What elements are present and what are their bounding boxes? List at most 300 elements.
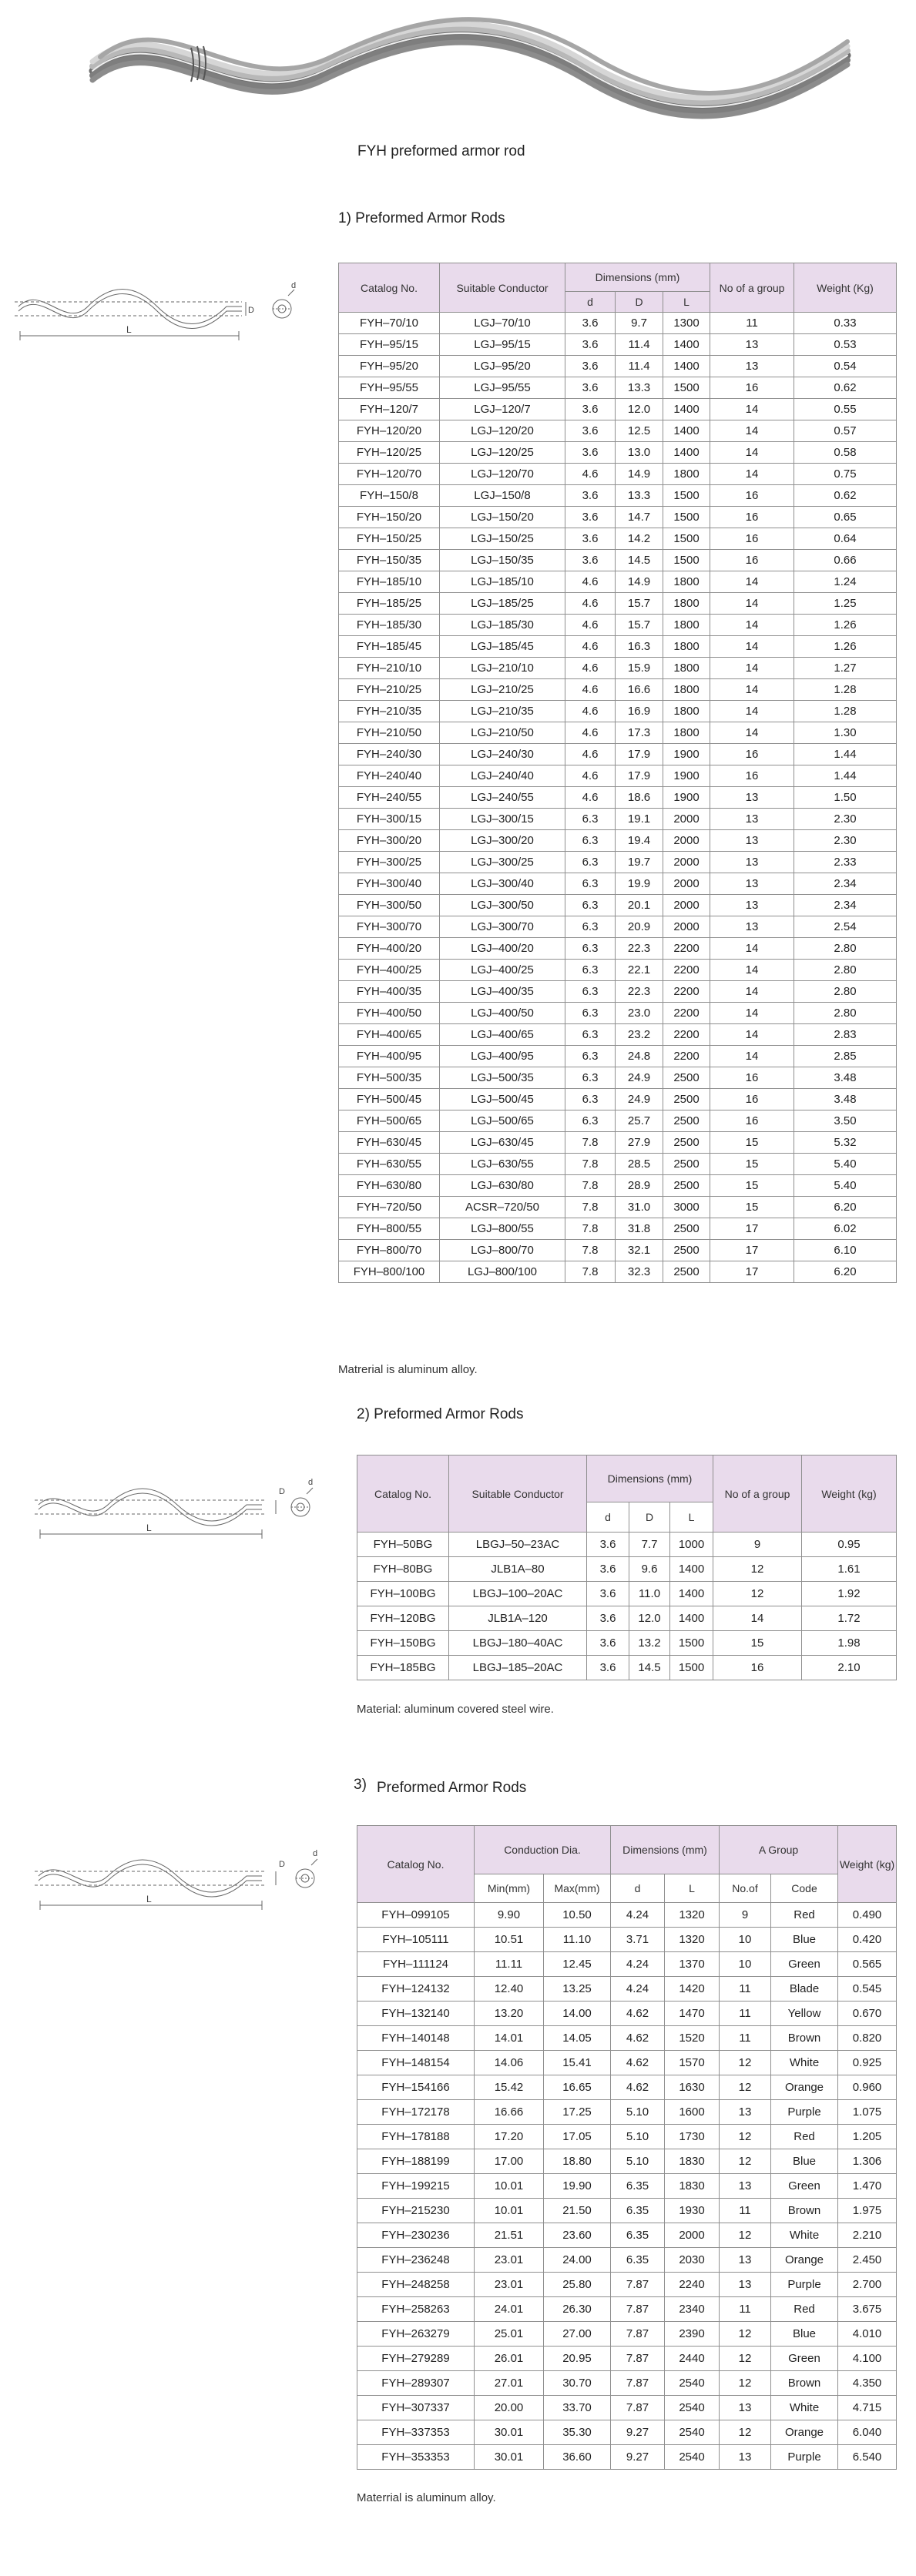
table-cell: 12 <box>720 2125 771 2149</box>
table-cell: 2000 <box>663 809 710 830</box>
table-cell: LGJ–400/50 <box>440 1003 565 1024</box>
table-row <box>339 1046 897 1067</box>
table-cell: 2000 <box>663 852 710 873</box>
table-cell: 30.01 <box>475 2445 544 2470</box>
table-row <box>357 1928 897 1952</box>
table-cell: 1630 <box>665 2075 720 2100</box>
table-cell: 6.35 <box>611 2199 665 2223</box>
table-cell: 6.20 <box>794 1197 897 1218</box>
table-cell: LGJ–800/70 <box>440 1240 565 1261</box>
table-cell: 1.28 <box>794 701 897 722</box>
table-cell: 1900 <box>663 765 710 787</box>
armor-rod-table-3 <box>357 1825 897 2470</box>
table-cell: 7.87 <box>611 2273 665 2297</box>
table-cell: 17.20 <box>475 2125 544 2149</box>
table-cell: 13 <box>720 2100 771 2125</box>
table-cell: 1.61 <box>802 1557 897 1582</box>
table-cell: FYH–50BG <box>357 1533 449 1557</box>
table-cell: LGJ–630/45 <box>440 1132 565 1154</box>
table-cell: 17.9 <box>616 744 663 765</box>
table-cell: 33.70 <box>544 2396 611 2420</box>
table-cell: Orange <box>771 2420 838 2445</box>
table-row <box>339 1240 897 1261</box>
table-cell: 0.55 <box>794 399 897 420</box>
table-cell: 1.98 <box>802 1631 897 1656</box>
table-cell: 5.40 <box>794 1175 897 1197</box>
header-min: Min(mm) <box>475 1874 544 1903</box>
table-cell: LBGJ–185–20AC <box>449 1656 587 1680</box>
table-cell: 10 <box>720 1928 771 1952</box>
table-cell: 0.565 <box>838 1952 897 1977</box>
table-row <box>357 2051 897 2075</box>
table-row <box>357 2199 897 2223</box>
table-cell: 12.5 <box>616 420 663 442</box>
table-cell: 15 <box>710 1154 794 1175</box>
table-cell: 5.10 <box>611 2149 665 2174</box>
table-cell: FYH–178188 <box>357 2125 475 2149</box>
table-cell: Purple <box>771 2273 838 2297</box>
table-cell: FYH–210/10 <box>339 658 440 679</box>
table-cell: 36.60 <box>544 2445 611 2470</box>
table-cell: 18.6 <box>616 787 663 809</box>
table-cell: FYH–720/50 <box>339 1197 440 1218</box>
table-cell: 1500 <box>670 1631 713 1656</box>
table-cell: FYH–800/70 <box>339 1240 440 1261</box>
table-cell: 1500 <box>663 550 710 571</box>
table-cell: 6.040 <box>838 2420 897 2445</box>
table-cell: FYH–236248 <box>357 2248 475 2273</box>
table-cell: 20.1 <box>616 895 663 916</box>
table-cell: 1.975 <box>838 2199 897 2223</box>
table-cell: 19.1 <box>616 809 663 830</box>
table-cell: 5.10 <box>611 2100 665 2125</box>
table-cell: LGJ–120/7 <box>440 399 565 420</box>
table-cell: FYH–279289 <box>357 2347 475 2371</box>
table-cell: 4.62 <box>611 2051 665 2075</box>
table-cell: 2.80 <box>794 1003 897 1024</box>
table-cell: 2500 <box>663 1175 710 1197</box>
table-cell: 3.6 <box>587 1582 629 1606</box>
table-cell: 9.90 <box>475 1903 544 1928</box>
table-row <box>339 938 897 960</box>
table-cell: 23.60 <box>544 2223 611 2248</box>
table-cell: 16.6 <box>616 679 663 701</box>
table-cell: FYH–300/70 <box>339 916 440 938</box>
table-cell: 7.8 <box>565 1218 616 1240</box>
table-cell: 22.1 <box>616 960 663 981</box>
table-cell: 16.3 <box>616 636 663 658</box>
table-cell: 2.450 <box>838 2248 897 2273</box>
table-cell: 2000 <box>665 2223 720 2248</box>
header-L: L <box>665 1874 720 1903</box>
table-cell: 28.5 <box>616 1154 663 1175</box>
table-row <box>339 507 897 528</box>
table-cell: 1400 <box>670 1557 713 1582</box>
table-cell: LGJ–95/15 <box>440 334 565 356</box>
table-cell: 4.715 <box>838 2396 897 2420</box>
table-row <box>339 679 897 701</box>
table-cell: 3.6 <box>587 1557 629 1582</box>
table-cell: FYH–240/30 <box>339 744 440 765</box>
table-cell: FYH–300/50 <box>339 895 440 916</box>
table-cell: 2.80 <box>794 938 897 960</box>
table-cell: 4.010 <box>838 2322 897 2347</box>
table-cell: 17.05 <box>544 2125 611 2149</box>
table-cell: 24.9 <box>616 1089 663 1110</box>
table-cell: 15 <box>710 1175 794 1197</box>
table-row <box>339 1218 897 1240</box>
table-cell: 6.35 <box>611 2174 665 2199</box>
table-cell: 11.0 <box>629 1582 670 1606</box>
table-cell: 0.62 <box>794 377 897 399</box>
table-cell: LGJ–185/10 <box>440 571 565 593</box>
material-note-1: Matrerial is aluminum alloy. <box>338 1363 478 1376</box>
table-cell: FYH–300/15 <box>339 809 440 830</box>
table-cell: 16 <box>710 485 794 507</box>
table-cell: 1500 <box>663 528 710 550</box>
table-cell: 2030 <box>665 2248 720 2273</box>
table-cell: 14 <box>710 722 794 744</box>
table-cell: 3.48 <box>794 1067 897 1089</box>
table-cell: FYH–140148 <box>357 2026 475 2051</box>
table-cell: Yellow <box>771 2002 838 2026</box>
table-cell: 1900 <box>663 744 710 765</box>
table-cell: FYH–630/80 <box>339 1175 440 1197</box>
table-cell: 1500 <box>663 377 710 399</box>
table-cell: 11 <box>720 2026 771 2051</box>
table-cell: LGJ–300/70 <box>440 916 565 938</box>
table-cell: FYH–400/35 <box>339 981 440 1003</box>
table-cell: 15.7 <box>616 593 663 615</box>
table-cell: 13.20 <box>475 2002 544 2026</box>
header-D: D <box>629 1502 670 1533</box>
table-cell: 1.470 <box>838 2174 897 2199</box>
table-cell: 1520 <box>665 2026 720 2051</box>
table-cell: 1400 <box>663 442 710 464</box>
table-cell: FYH–148154 <box>357 2051 475 2075</box>
table-cell: 1.92 <box>802 1582 897 1606</box>
table-cell: 17 <box>710 1240 794 1261</box>
table-cell: 0.75 <box>794 464 897 485</box>
table-cell: 14 <box>710 420 794 442</box>
table-cell: 1.50 <box>794 787 897 809</box>
table-row <box>339 1175 897 1197</box>
table-cell: 12.0 <box>629 1606 670 1631</box>
table-cell: LGJ–400/65 <box>440 1024 565 1046</box>
table-cell: FYH–630/55 <box>339 1154 440 1175</box>
table-cell: 14.05 <box>544 2026 611 2051</box>
table-cell: 2.30 <box>794 809 897 830</box>
table-cell: 14 <box>710 593 794 615</box>
table-cell: 14 <box>710 938 794 960</box>
table-cell: Red <box>771 1903 838 1928</box>
table-cell: 12 <box>713 1557 802 1582</box>
table-cell: 20.95 <box>544 2347 611 2371</box>
table-cell: 19.7 <box>616 852 663 873</box>
table-row <box>339 550 897 571</box>
table-cell: 3.6 <box>587 1533 629 1557</box>
table-cell: 0.54 <box>794 356 897 377</box>
table-cell: 10.51 <box>475 1928 544 1952</box>
table-cell: 4.6 <box>565 658 616 679</box>
table-cell: FYH–150/35 <box>339 550 440 571</box>
table-cell: FYH–95/20 <box>339 356 440 377</box>
armor-rod-dimension-diagram-2 <box>31 1471 339 1540</box>
table-row <box>339 916 897 938</box>
table-row <box>357 2297 897 2322</box>
table-cell: 14 <box>710 1003 794 1024</box>
table-cell: FYH–240/55 <box>339 787 440 809</box>
table-cell: FYH–800/100 <box>339 1261 440 1283</box>
table-cell: 26.30 <box>544 2297 611 2322</box>
table-cell: 1.27 <box>794 658 897 679</box>
table-cell: 3.6 <box>565 528 616 550</box>
table-row <box>339 1089 897 1110</box>
table-cell: 4.6 <box>565 722 616 744</box>
table-row <box>339 873 897 895</box>
table-cell: 4.24 <box>611 1977 665 2002</box>
table-cell: 1400 <box>663 420 710 442</box>
table-cell: 17.9 <box>616 765 663 787</box>
table-cell: Blue <box>771 2322 838 2347</box>
table-row <box>357 1557 897 1582</box>
table-cell: 6.3 <box>565 916 616 938</box>
table-row <box>357 2002 897 2026</box>
table-cell: FYH–400/95 <box>339 1046 440 1067</box>
table-cell: 13 <box>710 356 794 377</box>
dim-D-label: D <box>279 1487 285 1496</box>
table-cell: 1300 <box>663 313 710 334</box>
table-cell: 11 <box>720 1977 771 2002</box>
table-cell: 1320 <box>665 1903 720 1928</box>
table-cell: JLB1A–80 <box>449 1557 587 1582</box>
table-row <box>357 2248 897 2273</box>
header-code: Code <box>771 1874 838 1903</box>
table-cell: 16.66 <box>475 2100 544 2125</box>
table-cell: 9.7 <box>616 313 663 334</box>
table-cell: LGJ–240/40 <box>440 765 565 787</box>
table-cell: 11 <box>720 2002 771 2026</box>
table-cell: LGJ–120/20 <box>440 420 565 442</box>
table-cell: 2200 <box>663 981 710 1003</box>
table-cell: 6.3 <box>565 1067 616 1089</box>
dim-L-label: L <box>146 1894 152 1904</box>
table-cell: 4.350 <box>838 2371 897 2396</box>
table-cell: 16.65 <box>544 2075 611 2100</box>
table-cell: 7.87 <box>611 2322 665 2347</box>
table-cell: 23.01 <box>475 2273 544 2297</box>
table-cell: LGJ–400/35 <box>440 981 565 1003</box>
table-cell: FYH–95/15 <box>339 334 440 356</box>
table-cell: FYH–500/45 <box>339 1089 440 1110</box>
table-cell: 30.01 <box>475 2420 544 2445</box>
table-cell: 6.3 <box>565 852 616 873</box>
table-cell: 5.40 <box>794 1154 897 1175</box>
table-cell: 2500 <box>663 1261 710 1283</box>
table-cell: LGJ–240/30 <box>440 744 565 765</box>
header-weight: Weight (kg) <box>802 1455 897 1533</box>
table-cell: 3.675 <box>838 2297 897 2322</box>
table-cell: 2540 <box>665 2420 720 2445</box>
table-cell: 2500 <box>663 1154 710 1175</box>
table-cell: 11 <box>720 2199 771 2223</box>
table-cell: 14 <box>710 981 794 1003</box>
header-weight: Weight (kg) <box>838 1826 897 1903</box>
table-cell: 13.3 <box>616 485 663 507</box>
table-cell: 13 <box>710 916 794 938</box>
table-cell: 10.50 <box>544 1903 611 1928</box>
table-cell: LGJ–800/55 <box>440 1218 565 1240</box>
table-row <box>357 2273 897 2297</box>
table-cell: FYH–150/20 <box>339 507 440 528</box>
table-cell: 14.9 <box>616 464 663 485</box>
table-cell: 14 <box>710 399 794 420</box>
table-row <box>357 2322 897 2347</box>
table-cell: 4.62 <box>611 2002 665 2026</box>
table-cell: LGJ–95/55 <box>440 377 565 399</box>
table-cell: 3.48 <box>794 1089 897 1110</box>
table-cell: 2540 <box>665 2445 720 2470</box>
table-cell: 11 <box>710 313 794 334</box>
table-cell: 10.01 <box>475 2199 544 2223</box>
table-cell: 23.01 <box>475 2248 544 2273</box>
table-cell: 24.01 <box>475 2297 544 2322</box>
header-catalog-no: Catalog No. <box>339 263 440 313</box>
table-cell: FYH–150/8 <box>339 485 440 507</box>
dim-L-label: L <box>146 1522 152 1533</box>
dim-d-label: d <box>291 281 297 290</box>
table-cell: Blue <box>771 2149 838 2174</box>
table-cell: 6.540 <box>838 2445 897 2470</box>
table-cell: 13.0 <box>616 442 663 464</box>
table-row <box>357 1656 897 1680</box>
table-cell: 0.33 <box>794 313 897 334</box>
table-cell: 2200 <box>663 1003 710 1024</box>
table-cell: 7.87 <box>611 2396 665 2420</box>
table-cell: 19.90 <box>544 2174 611 2199</box>
header-dimensions: Dimensions (mm) <box>611 1826 720 1874</box>
header-no-of: No.of <box>720 1874 771 1903</box>
table-cell: 3.6 <box>565 507 616 528</box>
table-cell: 1800 <box>663 464 710 485</box>
table-cell: FYH–215230 <box>357 2199 475 2223</box>
table-cell: 3.6 <box>565 550 616 571</box>
header-d: d <box>565 292 616 313</box>
table-cell: 3.71 <box>611 1928 665 1952</box>
table-cell: LGJ–500/45 <box>440 1089 565 1110</box>
table-cell: LGJ–150/8 <box>440 485 565 507</box>
table-cell: 14.00 <box>544 2002 611 2026</box>
table-cell: 14 <box>710 701 794 722</box>
table-cell: 16 <box>710 765 794 787</box>
table-cell: LGJ–800/100 <box>440 1261 565 1283</box>
table-cell: 16 <box>710 528 794 550</box>
table-cell: 15.7 <box>616 615 663 636</box>
table-cell: FYH–185/45 <box>339 636 440 658</box>
table-cell: 13 <box>720 2174 771 2199</box>
table-cell: 2500 <box>663 1110 710 1132</box>
table-cell: FYH–185/10 <box>339 571 440 593</box>
header-D: D <box>616 292 663 313</box>
table-cell: 1800 <box>663 722 710 744</box>
table-cell: 13 <box>710 787 794 809</box>
table-cell: 14.9 <box>616 571 663 593</box>
table-cell: 7.87 <box>611 2297 665 2322</box>
table-cell: 14 <box>710 442 794 464</box>
header-conduction-dia: Conduction Dia. <box>475 1826 611 1874</box>
table-cell: 9.6 <box>629 1557 670 1582</box>
table-cell: LGJ–630/55 <box>440 1154 565 1175</box>
table-cell: LGJ–500/65 <box>440 1110 565 1132</box>
table-cell: 3.6 <box>587 1606 629 1631</box>
table-cell: FYH–120/7 <box>339 399 440 420</box>
table-cell: 19.9 <box>616 873 663 895</box>
table-cell: 4.100 <box>838 2347 897 2371</box>
table-cell: 4.6 <box>565 571 616 593</box>
table-row <box>357 2026 897 2051</box>
table-cell: FYH–400/50 <box>339 1003 440 1024</box>
table-cell: 2.210 <box>838 2223 897 2248</box>
table-cell: 2.34 <box>794 873 897 895</box>
table-cell: 16.9 <box>616 701 663 722</box>
dim-D-label: D <box>248 306 254 315</box>
table-cell: 22.3 <box>616 981 663 1003</box>
table-cell: FYH–307337 <box>357 2396 475 2420</box>
table-cell: 25.7 <box>616 1110 663 1132</box>
header-suitable-conductor: Suitable Conductor <box>449 1455 587 1533</box>
table-cell: 14 <box>710 571 794 593</box>
table-cell: 3.6 <box>565 313 616 334</box>
header-no-of-group: No of a group <box>713 1455 802 1533</box>
table-cell: FYH–120BG <box>357 1606 449 1631</box>
table-cell: 16 <box>710 1089 794 1110</box>
dim-L-label: L <box>126 324 132 335</box>
table-cell: 3.6 <box>565 334 616 356</box>
table-row <box>339 528 897 550</box>
table-cell: 25.80 <box>544 2273 611 2297</box>
table-cell: LGJ–300/40 <box>440 873 565 895</box>
header-catalog-no: Catalog No. <box>357 1826 475 1903</box>
table-row <box>339 442 897 464</box>
table-cell: 9 <box>713 1533 802 1557</box>
table-row <box>339 1067 897 1089</box>
table-cell: 13.3 <box>616 377 663 399</box>
table-cell: 3.6 <box>565 420 616 442</box>
table-cell: 11.4 <box>616 334 663 356</box>
table-cell: FYH–400/65 <box>339 1024 440 1046</box>
table-cell: 35.30 <box>544 2420 611 2445</box>
table-cell: 1.30 <box>794 722 897 744</box>
header-dimensions: Dimensions (mm) <box>565 263 710 292</box>
table-cell: 0.545 <box>838 1977 897 2002</box>
table-cell: LGJ–185/25 <box>440 593 565 615</box>
table-cell: 1400 <box>670 1582 713 1606</box>
table-cell: 2000 <box>663 895 710 916</box>
table-cell: 1400 <box>663 356 710 377</box>
table-row <box>339 464 897 485</box>
table-cell: 2200 <box>663 1046 710 1067</box>
table-cell: 4.62 <box>611 2026 665 2051</box>
table-cell: LGJ–240/55 <box>440 787 565 809</box>
table-cell: 13 <box>720 2273 771 2297</box>
table-cell: 16 <box>710 1067 794 1089</box>
table-cell: Orange <box>771 2248 838 2273</box>
table-cell: 15.9 <box>616 658 663 679</box>
table-row <box>339 852 897 873</box>
table-cell: 0.66 <box>794 550 897 571</box>
table-cell: FYH–263279 <box>357 2322 475 2347</box>
table-cell: 1570 <box>665 2051 720 2075</box>
